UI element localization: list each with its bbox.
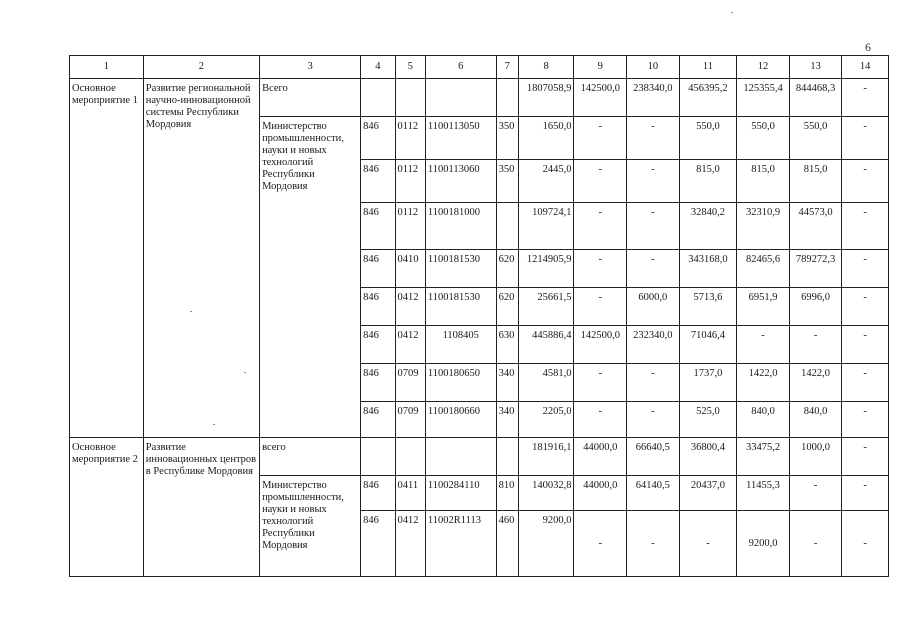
cell-c6: 1100113050 — [425, 117, 496, 160]
cell-c8: 140032,8 — [518, 476, 574, 511]
cell-c9: - — [574, 117, 627, 160]
cell-c5 — [395, 79, 425, 117]
column-header: 10 — [627, 56, 680, 79]
cell-c7 — [496, 203, 518, 250]
cell-c13: 1422,0 — [789, 364, 842, 402]
cell-c5: 0709 — [395, 364, 425, 402]
cell-c8: 109724,1 — [518, 203, 574, 250]
cell-c14: - — [842, 288, 889, 326]
cell-c9: - — [574, 203, 627, 250]
cell-c4: 846 — [361, 476, 395, 511]
cell-c8: 9200,0 — [518, 511, 574, 577]
cell-c4: 846 — [361, 250, 395, 288]
cell-c5: 0412 — [395, 288, 425, 326]
cell-c10: 232340,0 — [627, 326, 680, 364]
cell-c7: 810 — [496, 476, 518, 511]
budget-table — [69, 55, 889, 577]
cell-c6 — [425, 79, 496, 117]
measure-label: Основное мероприятие 2 — [70, 438, 144, 577]
column-header: 9 — [574, 56, 627, 79]
measure-name: Развитие инновационных центров в Республике Мордовия — [143, 438, 259, 577]
measure-name: Развитие региональной научно-инновационной системы Республики Мордовия — [143, 79, 259, 438]
column-header: 3 — [260, 56, 361, 79]
cell-c14: - — [842, 117, 889, 160]
cell-c9: - — [574, 160, 627, 203]
cell-c13: - — [789, 511, 842, 577]
cell-c14: - — [842, 79, 889, 117]
column-header: 8 — [518, 56, 574, 79]
cell-c10: - — [627, 402, 680, 438]
column-header: 6 — [425, 56, 496, 79]
cell-c8: 1214905,9 — [518, 250, 574, 288]
table-row — [70, 79, 889, 117]
cell-c7 — [496, 438, 518, 476]
cell-c4: 846 — [361, 364, 395, 402]
cell-c14: - — [842, 364, 889, 402]
cell-c6: 1100181530 — [425, 250, 496, 288]
cell-c13: 550,0 — [789, 117, 842, 160]
cell-c11: 343168,0 — [679, 250, 737, 288]
cell-c9: - — [574, 288, 627, 326]
column-header: 2 — [143, 56, 259, 79]
cell-c13: 6996,0 — [789, 288, 842, 326]
cell-c5: 0411 — [395, 476, 425, 511]
cell-c8: 2205,0 — [518, 402, 574, 438]
cell-c5 — [395, 438, 425, 476]
cell-c12: 550,0 — [737, 117, 790, 160]
cell-c10: 64140,5 — [627, 476, 680, 511]
cell-c11: 32840,2 — [679, 203, 737, 250]
cell-c14: - — [842, 326, 889, 364]
cell-c8: 181916,1 — [518, 438, 574, 476]
cell-c10: 66640,5 — [627, 438, 680, 476]
cell-c14: - — [842, 476, 889, 511]
cell-c10: - — [627, 364, 680, 402]
cell-c14: - — [842, 438, 889, 476]
column-header: 14 — [842, 56, 889, 79]
cell-c12: 9200,0 — [737, 511, 790, 577]
cell-c11: 1737,0 — [679, 364, 737, 402]
cell-c7: 350 — [496, 160, 518, 203]
cell-c8: 1650,0 — [518, 117, 574, 160]
column-header: 1 — [70, 56, 144, 79]
column-header: 7 — [496, 56, 518, 79]
cell-c12: 125355,4 — [737, 79, 790, 117]
cell-c9: - — [574, 250, 627, 288]
cell-c11: 815,0 — [679, 160, 737, 203]
cell-c11: - — [679, 511, 737, 577]
cell-c14: - — [842, 160, 889, 203]
cell-c11: 456395,2 — [679, 79, 737, 117]
cell-c8: 445886,4 — [518, 326, 574, 364]
cell-c6: 1100180660 — [425, 402, 496, 438]
cell-c4: 846 — [361, 117, 395, 160]
cell-c8: 2445,0 — [518, 160, 574, 203]
cell-c5: 0112 — [395, 160, 425, 203]
cell-c12: 33475,2 — [737, 438, 790, 476]
cell-c5: 0412 — [395, 326, 425, 364]
column-header: 4 — [361, 56, 395, 79]
cell-c13: - — [789, 326, 842, 364]
cell-c10: 6000,0 — [627, 288, 680, 326]
table-row — [70, 438, 889, 476]
cell-c13: 844468,3 — [789, 79, 842, 117]
cell-c9: 142500,0 — [574, 326, 627, 364]
cell-c6: 1100181000 — [425, 203, 496, 250]
cell-c13: 815,0 — [789, 160, 842, 203]
cell-c4: 846 — [361, 511, 395, 577]
cell-c12: - — [737, 326, 790, 364]
cell-c14: - — [842, 402, 889, 438]
cell-c13: 789272,3 — [789, 250, 842, 288]
cell-c12: 11455,3 — [737, 476, 790, 511]
cell-c9: 142500,0 — [574, 79, 627, 117]
cell-c10: - — [627, 250, 680, 288]
cell-c11: 5713,6 — [679, 288, 737, 326]
cell-c13: 840,0 — [789, 402, 842, 438]
cell-c7: 630 — [496, 326, 518, 364]
cell-c10: 238340,0 — [627, 79, 680, 117]
cell-c10: - — [627, 511, 680, 577]
cell-c10: - — [627, 117, 680, 160]
measure-label: Основное мероприятие 1 — [70, 79, 144, 438]
cell-c13: - — [789, 476, 842, 511]
cell-c11: 36800,4 — [679, 438, 737, 476]
cell-c5: 0410 — [395, 250, 425, 288]
cell-c6: 1108405 — [425, 326, 496, 364]
cell-c14: - — [842, 250, 889, 288]
cell-c12: 1422,0 — [737, 364, 790, 402]
cell-c5: 0112 — [395, 203, 425, 250]
cell-c12: 6951,9 — [737, 288, 790, 326]
column-header: 11 — [679, 56, 737, 79]
cell-c7: 340 — [496, 364, 518, 402]
cell-c4 — [361, 438, 395, 476]
cell-c11: 71046,4 — [679, 326, 737, 364]
cell-c5: 0709 — [395, 402, 425, 438]
cell-c6: 1100181530 — [425, 288, 496, 326]
cell-c12: 815,0 — [737, 160, 790, 203]
cell-c7: 620 — [496, 250, 518, 288]
header-row — [70, 56, 889, 79]
cell-c4 — [361, 79, 395, 117]
column-header: 13 — [789, 56, 842, 79]
cell-c12: 840,0 — [737, 402, 790, 438]
cell-c9: 44000,0 — [574, 438, 627, 476]
cell-c6 — [425, 438, 496, 476]
column-header: 12 — [737, 56, 790, 79]
cell-c4: 846 — [361, 288, 395, 326]
executor-name: Министерство промышленности, науки и новых технологий Республики Мордовия — [260, 117, 361, 438]
cell-c6: 1100113060 — [425, 160, 496, 203]
cell-c11: 20437,0 — [679, 476, 737, 511]
total-label: Всего — [260, 79, 361, 117]
cell-c7: 620 — [496, 288, 518, 326]
cell-c9: - — [574, 364, 627, 402]
cell-c4: 846 — [361, 326, 395, 364]
scan-speck — [731, 12, 733, 13]
cell-c9: 44000,0 — [574, 476, 627, 511]
cell-c7 — [496, 79, 518, 117]
cell-c9: - — [574, 511, 627, 577]
cell-c13: 44573,0 — [789, 203, 842, 250]
cell-c7: 340 — [496, 402, 518, 438]
cell-c9: - — [574, 402, 627, 438]
cell-c8: 25661,5 — [518, 288, 574, 326]
cell-c12: 82465,6 — [737, 250, 790, 288]
total-label: всего — [260, 438, 361, 476]
cell-c8: 4581,0 — [518, 364, 574, 402]
cell-c10: - — [627, 203, 680, 250]
cell-c12: 32310,9 — [737, 203, 790, 250]
cell-c6: 11002R1113 — [425, 511, 496, 577]
cell-c11: 550,0 — [679, 117, 737, 160]
cell-c4: 846 — [361, 160, 395, 203]
cell-c5: 0112 — [395, 117, 425, 160]
cell-c13: 1000,0 — [789, 438, 842, 476]
cell-c10: - — [627, 160, 680, 203]
executor-name: Министерство промышленности, науки и новых технологий Республики Мордовия — [260, 476, 361, 577]
cell-c5: 0412 — [395, 511, 425, 577]
page-number: 6 — [865, 40, 871, 54]
cell-c4: 846 — [361, 402, 395, 438]
cell-c7: 350 — [496, 117, 518, 160]
cell-c7: 460 — [496, 511, 518, 577]
cell-c4: 846 — [361, 203, 395, 250]
cell-c8: 1807058,9 — [518, 79, 574, 117]
cell-c14: - — [842, 203, 889, 250]
cell-c11: 525,0 — [679, 402, 737, 438]
cell-c14: - — [842, 511, 889, 577]
cell-c6: 1100180650 — [425, 364, 496, 402]
column-header: 5 — [395, 56, 425, 79]
cell-c6: 1100284110 — [425, 476, 496, 511]
